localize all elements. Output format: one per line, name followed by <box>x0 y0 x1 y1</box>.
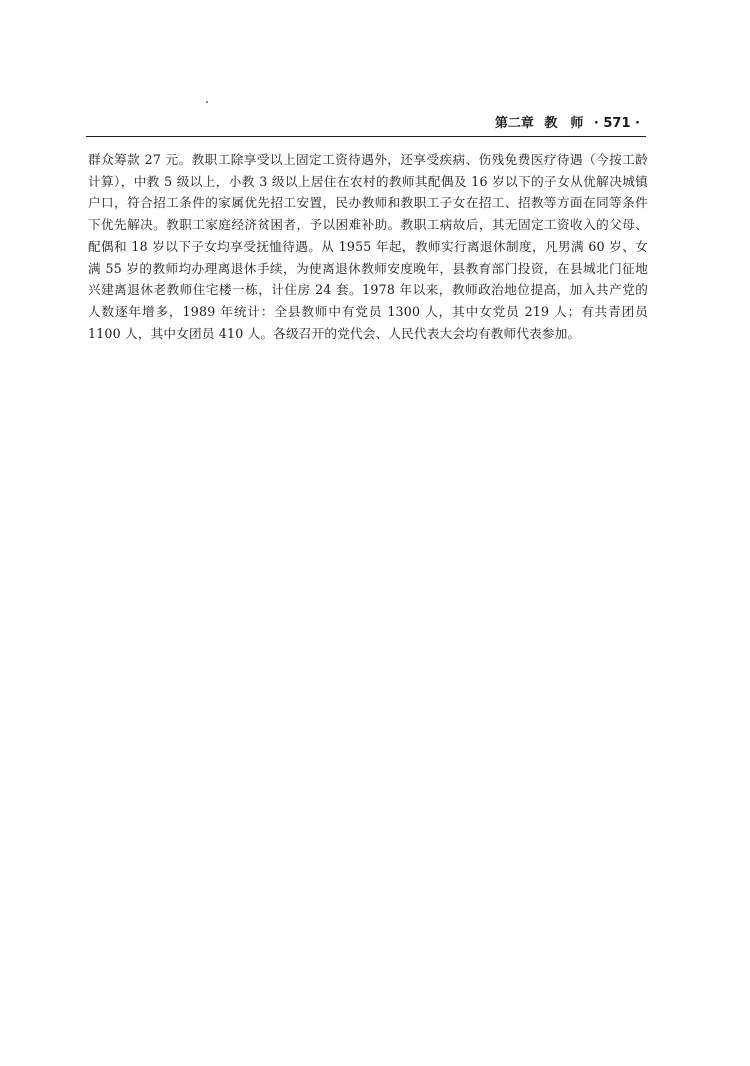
body-paragraph: 群众筹款 27 元。教职工除享受以上固定工资待遇外，还享受疾病、伤残免费医疗待遇（今按工龄计算），中教 5 级以上，小教 3 级以上居住在农村的教师其配偶及 16 岁以下的子女从优解决城镇户口，符合招工条件的家属优先招工安置，民办教师和教职工子女在招工、招教等方面在同等条件下优先解决。教职工家庭经济贫困者，予以困难补助。教职工病故后，其无固定工资收入的父母、配偶和 18 岁以下子女均享受抚恤待遇。从 1955 年起，教师实行离退休制度，凡男满 60 岁、女满 55 岁的教师均办理离退休手续，为使离退休教师安度晚年，县教育部门投资，在县城北门征地兴建离退休老教师住宅楼一栋，计住房 24 套。1978 年以来，教师政治地位提高，加入共产党的人数逐年增多，1989 年统计：全县教师中有党员 1300 人，其中女党员 219 人；有共青团员 1100 人，其中女团员 410 人。各级召开的党代会、人民代表大会均有教师代表参加。 <box>88 152 648 341</box>
page-number: · 571 · <box>593 116 640 131</box>
section-title: 教 师 <box>544 116 584 131</box>
header-rule <box>86 136 646 137</box>
running-header <box>86 113 646 135</box>
chapter-label: 第二章 <box>494 116 534 131</box>
scan-speck <box>206 101 208 103</box>
